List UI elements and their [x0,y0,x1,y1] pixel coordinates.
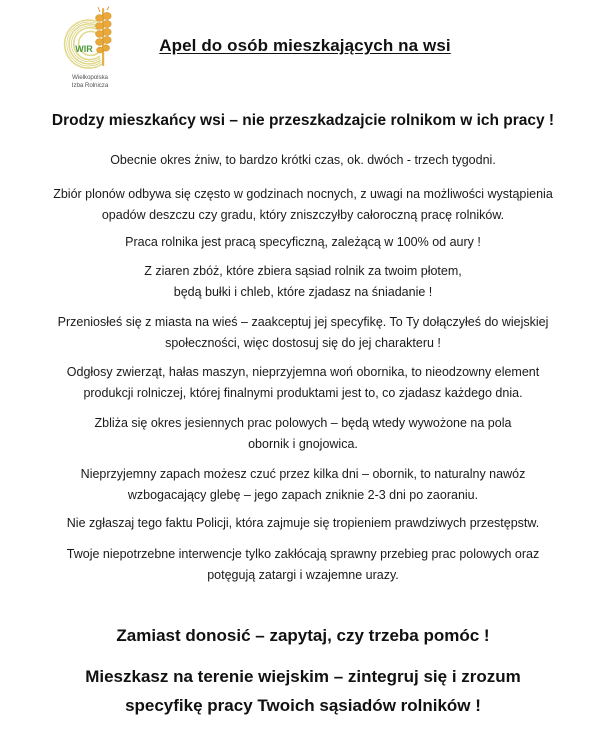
paragraph-autumn-work [0,413,606,455]
page-title: Apel do osób mieszkających na wsi [159,36,451,55]
logo-caption-line-2: Izba Rolnicza [71,81,109,89]
paragraph-line: Twoje niepotrzebne interwencje tylko zakłócają sprawny przebieg prac polowych oraz [66,547,540,561]
logo-caption-line-1: Wielkopolska [72,74,108,81]
paragraph-line: Nie zgłaszaj tego faktu Policji, która zajmuje się tropieniem prawdziwych przestępstw. [66,516,540,530]
paragraph-line: Odgłosy zwierząt, hałas maszyn, nieprzyjemna woń obornika, to nieodzowny element [66,365,540,379]
paragraph-moved-to-village [0,312,606,354]
paragraph-harvest-time [0,150,606,171]
closing-integrate [0,662,606,720]
paragraph-line: Z ziaren zbóż, które zbiera sąsiad rolnik za twoim płotem, [144,264,462,278]
paragraph-line: potęgują zatargi i wzajemne urazy. [207,568,399,582]
paragraph-grain-bread [0,261,606,303]
paragraph-line: Praca rolnika jest pracą specyficzną, zależącą w 100% od aury ! [125,235,481,249]
logo-caption [58,74,122,89]
paragraph-line: wzbogacający glebę – jego zapach zniknie 2-3 dni po zaoraniu. [127,488,479,502]
paragraph-line: Zbliża się okres jesiennych prac polowych – będą wtedy wywożone na pola [94,416,512,430]
wir-logo [58,6,122,92]
subtitle-heading: Drodzy mieszkańcy wsi – nie przeszkadzajcie rolnikom w ich pracy ! [51,112,555,129]
closing-line: Mieszkasz na terenie wiejskim – zintegruj się i zrozum [85,667,521,686]
paragraph-line: Nieprzyjemny zapach możesz czuć przez kilka dni – obornik, to naturalny nawóz [80,467,526,481]
svg-text:WIR: WIR [75,44,93,54]
paragraph-manure-smell [0,464,606,506]
paragraph-line: produkcji rolniczej, której finalnymi produktami jest to, co zjadasz każdego dnia. [83,386,523,400]
paragraph-police [0,513,606,534]
wheat-emblem-icon [58,6,122,72]
closing-ask-to-help [0,621,606,650]
paragraph-line: Obecnie okres żniw, to bardzo krótki czas, ok. dwóch - trzech tygodni. [110,153,496,167]
paragraph-line: społeczności, więc dostosuj się do jej charakteru ! [165,336,441,350]
paragraph-line: obornik i gnojowica. [248,437,358,451]
paragraph-night-harvest [0,184,606,226]
paragraph-line: opadów deszczu czy gradu, który zniszczyłby całoroczną pracę rolników. [101,208,505,222]
paragraph-farm-noises [0,362,606,404]
paragraph-line: Przeniosłeś się z miasta na wieś – zaakceptuj jej specyfikę. To Ty dołączyłeś do wiejskiej [57,315,549,329]
paragraph-line: Zbiór plonów odbywa się często w godzinach nocnych, z uwagi na możliwości wystąpienia [53,187,553,201]
paragraph-line: będą bułki i chleb, które zjadasz na śniadanie ! [173,285,433,299]
paragraph-weather-dependence [0,232,606,253]
closing-line: Zamiast donosić – zapytaj, czy trzeba pomóc ! [116,626,490,645]
closing-line: specyfikę pracy Twoich sąsiadów rolników ! [125,696,481,715]
paragraph-interventions [0,544,606,586]
